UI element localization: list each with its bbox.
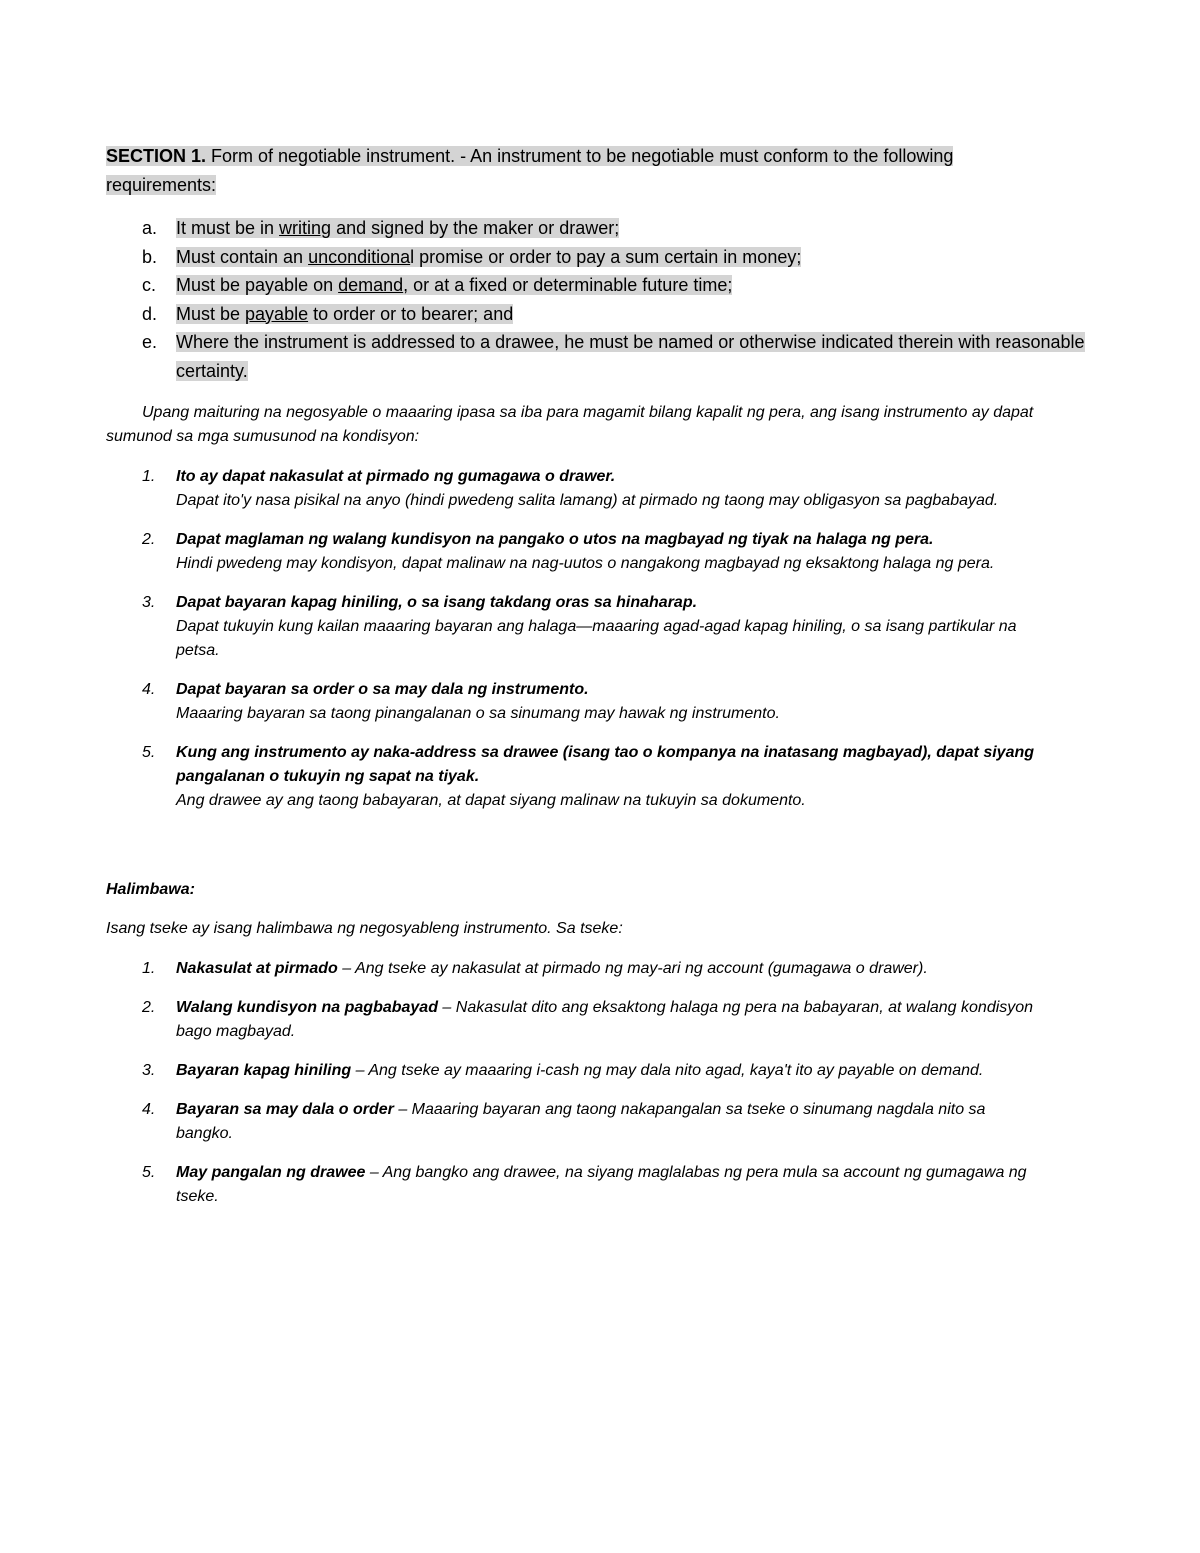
- list-item: [106, 591, 1046, 663]
- condition-title: Dapat maglaman ng walang kundisyon na pangako o utos na magbayad ng tiyak na halaga ng pera.: [176, 531, 934, 548]
- requirement-underlined: demand: [338, 275, 404, 295]
- list-marker: 1.: [142, 960, 156, 977]
- conditions-list: [106, 465, 1046, 813]
- requirement-text: Must be payable on: [176, 275, 339, 295]
- list-marker: a.: [142, 218, 158, 238]
- list-marker: b.: [142, 246, 158, 267]
- list-item: [106, 1161, 1046, 1209]
- condition-desc: Maaaring bayaran sa taong pinangalanan o sa sinumang may hawak ng instrumento.: [176, 705, 780, 722]
- list-item: [106, 957, 1046, 981]
- condition-title: Dapat bayaran sa order o sa may dala ng instrumento.: [176, 681, 589, 698]
- example-heading: Halimbawa:: [106, 881, 195, 898]
- requirement-underlined: unconditiona: [308, 246, 411, 267]
- example-desc: – Maaaring bayaran ang taong nakapangalan sa tseke o sinumang nagdala nito sa bangko.: [176, 1101, 986, 1142]
- example-title: Nakasulat at pirmado: [176, 960, 338, 977]
- list-marker: 4.: [142, 1101, 156, 1118]
- condition-desc: Ang drawee ay ang taong babayaran, at dapat siyang malinaw na tukuyin sa dokumento.: [176, 792, 806, 809]
- list-item: [106, 243, 1096, 272]
- requirement-text: and signed by the maker or drawer;: [331, 218, 620, 238]
- requirement-underlined: writing: [279, 218, 332, 238]
- list-marker: c.: [142, 275, 157, 295]
- list-marker: 1.: [142, 468, 156, 485]
- requirements-list: [106, 214, 1096, 385]
- list-item: [106, 300, 1096, 329]
- list-item: [106, 465, 1046, 513]
- list-item: [106, 1098, 1046, 1146]
- condition-title: Kung ang instrumento ay naka-address sa drawee (isang tao o kompanya na inatasang magbayad), dapat siyang pangalanan o tukuyin ng sapat na tiyak.: [176, 744, 1035, 785]
- requirement-text: , or at a fixed or determinable future time;: [403, 275, 733, 295]
- example-desc: – Ang tseke ay maaaring i-cash ng may dala nito agad, kaya't ito ay payable on demand.: [351, 1062, 984, 1079]
- example-title: Walang kundisyon na pagbabayad: [176, 999, 438, 1016]
- intro-paragraph: Upang maituring na negosyable o maaaring ipasa sa iba para magamit bilang kapalit ng pera, ang isang instrumento ay dapat sumunod sa mga sumusunod na kondisyon:: [106, 404, 1034, 445]
- list-marker: d.: [142, 303, 158, 324]
- list-marker: 2.: [142, 531, 156, 548]
- section-label: SECTION 1.: [106, 146, 207, 166]
- list-item: [106, 214, 1096, 243]
- requirement-underlined: payable: [245, 303, 309, 324]
- list-item: [106, 1059, 1046, 1083]
- examples-list: [106, 957, 1046, 1209]
- list-item: [106, 678, 1046, 726]
- list-marker: 4.: [142, 681, 156, 698]
- example-desc: – Nakasulat dito ang eksaktong halaga ng pera na babayaran, at walang kondisyon bago magbayad.: [176, 999, 1034, 1040]
- requirement-text: Must contain an: [176, 246, 309, 267]
- list-marker: 3.: [142, 594, 156, 611]
- requirement-text: It must be in: [176, 218, 280, 238]
- condition-desc: Dapat ito'y nasa pisikal na anyo (hindi pwedeng salita lamang) at pirmado ng taong may obligasyon sa pagbabayad.: [176, 492, 999, 509]
- section-title: Form of negotiable instrument. - An instrument to be negotiable must conform to the following requirements:: [106, 146, 954, 195]
- example-desc: – Ang bangko ang drawee, na siyang maglalabas ng pera mula sa account ng gumagawa ng tseke.: [176, 1164, 1027, 1205]
- list-item: [106, 741, 1046, 813]
- list-item: [106, 271, 1096, 300]
- example-intro: Isang tseke ay isang halimbawa ng negosyableng instrumento. Sa tseke:: [106, 920, 623, 937]
- section-heading: [106, 142, 1066, 199]
- list-marker: 5.: [142, 744, 156, 761]
- list-marker: 2.: [142, 999, 156, 1016]
- list-item: [106, 528, 1046, 576]
- requirement-text: to order or to bearer; and: [308, 303, 514, 324]
- condition-desc: Hindi pwedeng may kondisyon, dapat malinaw na nag-uutos o nangakong magbayad ng eksaktong halaga ng pera.: [176, 555, 995, 572]
- list-item: [106, 996, 1046, 1044]
- condition-desc: Dapat tukuyin kung kailan maaaring bayaran ang halaga—maaaring agad-agad kapag hiniling, o sa isang partikular na petsa.: [176, 618, 1017, 659]
- requirement-text: Where the instrument is addressed to a drawee, he must be named or otherwise indicated therein with reasonable certainty.: [176, 332, 1085, 381]
- list-marker: e.: [142, 332, 158, 352]
- list-marker: 3.: [142, 1062, 156, 1079]
- example-title: Bayaran sa may dala o order: [176, 1101, 394, 1118]
- condition-title: Ito ay dapat nakasulat at pirmado ng gumagawa o drawer.: [176, 468, 616, 485]
- requirement-text: l promise or order to pay a sum certain in money;: [410, 246, 802, 267]
- list-marker: 5.: [142, 1164, 156, 1181]
- example-desc: – Ang tseke ay nakasulat at pirmado ng may-ari ng account (gumagawa o drawer).: [337, 960, 928, 977]
- condition-title: Dapat bayaran kapag hiniling, o sa isang takdang oras sa hinaharap.: [176, 594, 698, 611]
- requirement-text: Must be: [176, 303, 246, 324]
- example-title: May pangalan ng drawee: [176, 1164, 366, 1181]
- example-title: Bayaran kapag hiniling: [176, 1062, 352, 1079]
- list-item: [106, 328, 1096, 385]
